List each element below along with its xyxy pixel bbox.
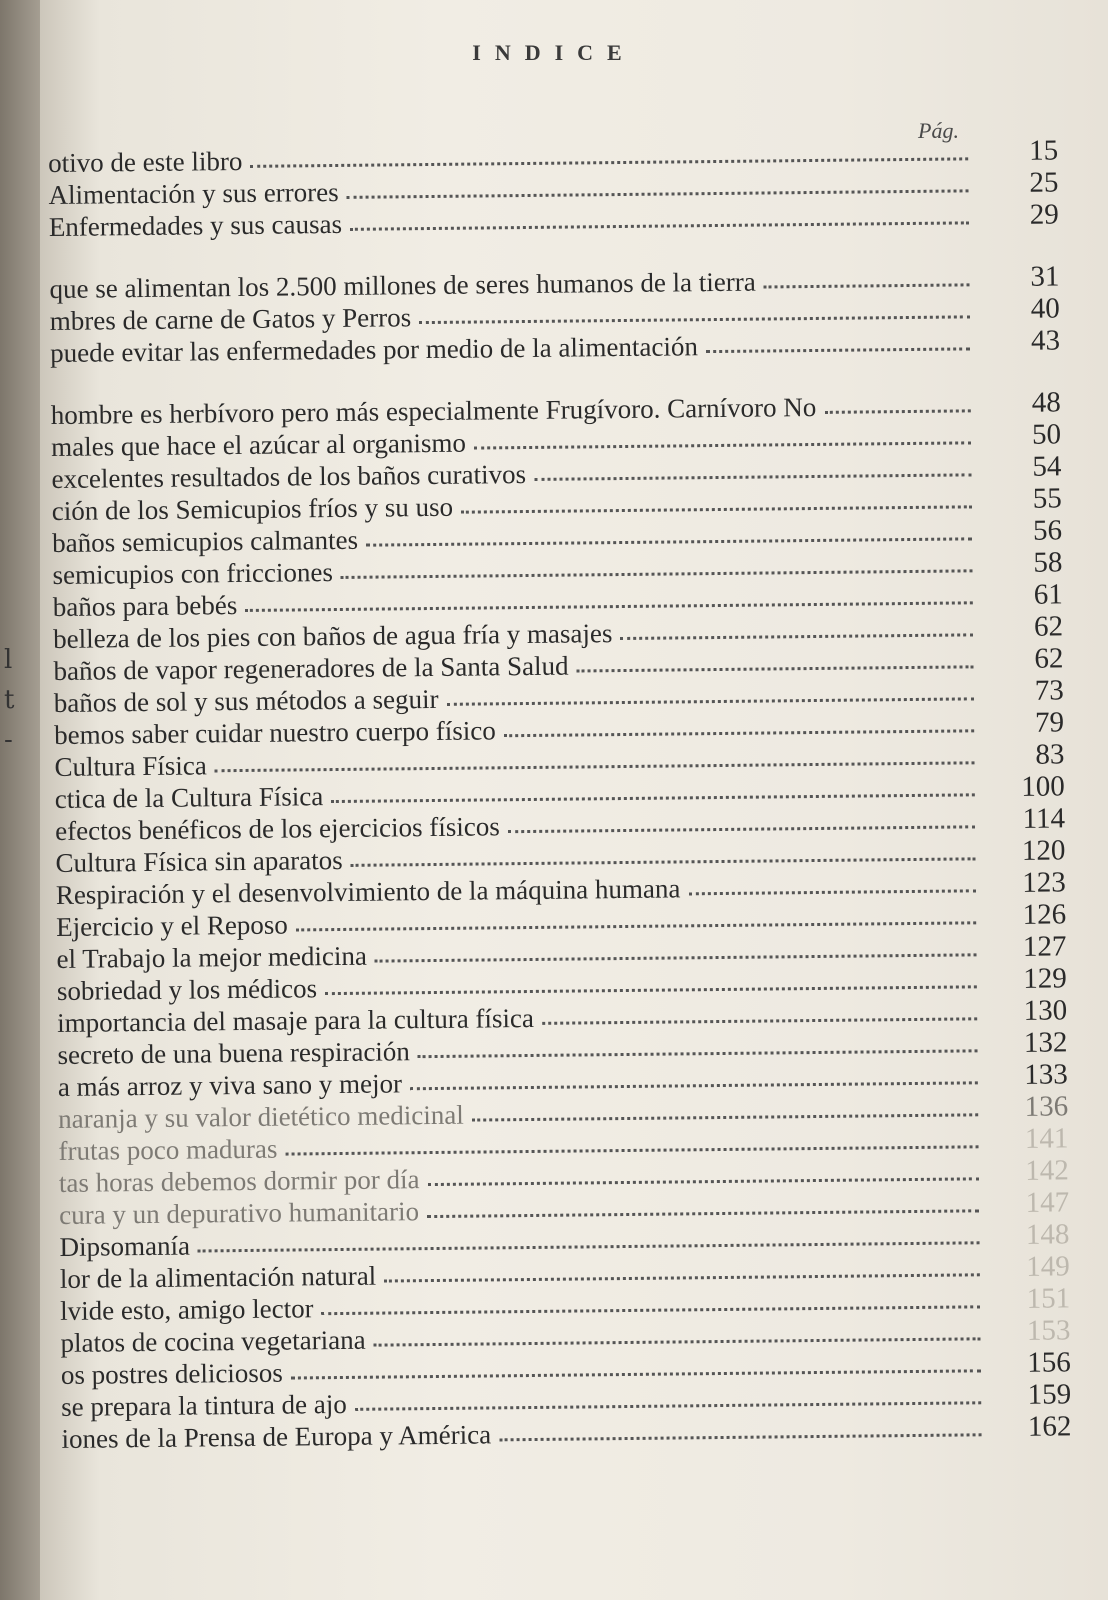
leader-dots [447,693,974,706]
toc-page-number: 129 [1023,962,1067,995]
binding-shadow [0,0,40,1600]
toc-page-number: 132 [1023,1026,1068,1059]
leader-dots [215,757,975,772]
leader-dots [384,1269,980,1282]
toc-entry-title: a más arroz y viva sano y mejor [57,1068,403,1102]
toc-entry-title: Respiración y el desenvolvimiento de la máquina humana [55,873,681,910]
toc-page-number: 151 [1026,1282,1071,1315]
leader-dots [474,437,971,449]
leader-dots [577,661,974,672]
leader-dots [764,279,970,288]
toc-page-number: 62 [1034,642,1064,675]
edge-mark: t [4,685,15,715]
leader-dots [245,597,973,612]
toc-page-number: 133 [1024,1058,1068,1091]
toc-page-number: 54 [1032,450,1062,483]
toc-entry-title: lor de la alimentación natural [59,1260,377,1294]
page-title: INDICE [472,40,636,65]
toc-page-number: 43 [1030,324,1061,357]
toc-entry-title: frutas poco maduras [58,1133,278,1166]
toc-entry-title: ctica de la Cultura Física [54,781,324,814]
leader-dots [461,501,972,513]
toc-entry-title: hombre es herbívoro pero más especialmente Frugívoro. Carnívoro No [50,391,817,430]
leader-dots [331,789,975,803]
toc-entry-title: bemos saber cuidar nuestro cuerpo físico [54,715,496,750]
toc-page-number: 56 [1032,514,1063,547]
toc-page-number: 55 [1032,482,1062,515]
leader-dots [351,853,976,867]
leader-dots [427,1205,979,1218]
toc-page-number: 126 [1022,898,1067,931]
leader-dots [296,917,976,931]
toc-entry-title: Alimentación y sus errores [48,176,339,210]
toc-entry-title: cura y un depurativo humanitario [59,1196,420,1230]
toc-page-number: 136 [1024,1090,1069,1123]
toc-entry-title: Ejercicio y el Reposo [56,909,289,942]
leader-dots [534,469,971,481]
toc-page-number: 15 [1028,134,1059,167]
toc-entry-title: lvide esto, amigo lector [60,1293,314,1326]
toc-page-number: 156 [1027,1346,1071,1379]
toc-page-number: 114 [1022,802,1066,835]
toc-entry-title: baños semicupios calmantes [52,524,359,558]
leader-dots [374,1333,981,1346]
toc-page-number: 153 [1026,1314,1071,1347]
toc-entry-title: que se alimentan los 2.500 millones de seres humanos de la tierra [49,266,756,304]
leader-dots [620,629,973,640]
leader-dots [419,311,970,324]
table-of-contents [48,135,1072,1454]
leader-dots [355,1397,981,1411]
toc-page-number: 141 [1024,1122,1069,1155]
toc-entry-title: mbres de carne de Gatos y Perros [49,302,412,336]
toc-entry-title: males que hace el azúcar al organismo [50,427,467,462]
toc-page-number: 147 [1025,1186,1070,1219]
toc-page-number: 29 [1029,198,1059,231]
edge-mark: l [4,645,13,675]
left-edge-marks [4,640,34,760]
leader-dots [375,949,977,962]
toc-entry-title: semicupios con fricciones [52,557,334,590]
toc-entry-title: iones de la Prensa de Europa y América [61,1419,492,1454]
toc-entry-title: importancia del masaje para la cultura física [57,1002,535,1038]
toc-entry-title: efectos benéficos de los ejercicios físicos [55,811,500,846]
toc-entry-title: Enfermedades y sus causas [48,208,343,242]
page-column-label: Pág. [918,118,959,143]
toc-entry-title: tas horas debemos dormir por día [58,1164,420,1198]
toc-entry-title: sobriedad y los médicos [56,973,318,1006]
leader-dots [508,821,975,833]
toc-page-number: 58 [1033,546,1063,579]
toc-page-number: 48 [1031,386,1061,419]
leader-dots [542,1013,977,1025]
toc-page-number: 100 [1021,770,1065,803]
toc-page-number: 159 [1027,1378,1072,1411]
toc-page-number: 123 [1022,866,1066,899]
toc-entry-title: ción de los Semicupios fríos y su uso [51,491,454,526]
toc-entry-title: baños de vapor regeneradores de la Santa Salud [53,650,569,686]
toc-entry-title: belleza de los pies con baños de agua fría y masajes [53,618,613,654]
leader-dots [428,1173,979,1186]
toc-page-number: 149 [1026,1250,1070,1283]
leader-dots [350,217,969,230]
toc-page-number: 25 [1029,166,1059,199]
toc-page-number: 50 [1031,418,1062,451]
leader-dots [504,725,974,737]
toc-entry-title: secreto de una buena respiración [57,1036,411,1070]
toc-page-number: 127 [1022,930,1067,963]
leader-dots [285,1141,978,1155]
toc-page-number: 61 [1033,578,1063,611]
leader-dots [341,565,973,579]
toc-page-number: 79 [1034,706,1065,739]
leader-dots [250,153,968,168]
toc-entry-title: puede evitar las enfermedades por medio de la alimentación [50,331,699,368]
leader-dots [347,185,969,199]
leader-dots [824,405,971,414]
leader-dots [366,533,972,546]
toc-entry-title: platos de cocina vegetariana [60,1324,366,1358]
toc-entry-title: Cultura Física sin aparatos [55,844,343,878]
toc-page-number: 162 [1027,1410,1072,1443]
leader-dots [472,1109,978,1121]
leader-dots [410,1077,978,1090]
leader-dots [198,1237,980,1252]
toc-page-number: 62 [1033,610,1064,643]
toc-entry-title: baños de sol y sus métodos a seguir [53,683,439,718]
toc-entry-title: el Trabajo la mejor medicina [56,940,368,974]
toc-entry-title: Cultura Física [54,750,207,782]
toc-entry-title: os postres deliciosos [60,1357,284,1390]
leader-dots [322,1301,981,1315]
toc-row [49,231,1060,304]
toc-entry-title: otivo de este libro [48,145,243,178]
leader-dots [418,1045,978,1058]
toc-entry-title: naranja y su valor dietético medicinal [58,1099,464,1134]
toc-entry-title: excelentes resultados de los baños curativos [51,459,527,494]
leader-dots [688,885,975,895]
toc-page-number: 148 [1025,1218,1070,1251]
toc-page-number: 120 [1021,834,1066,867]
toc-page-number: 130 [1023,994,1068,1027]
toc-page-number: 142 [1025,1154,1069,1187]
toc-page-number: 31 [1030,260,1060,293]
leader-dots [706,343,970,353]
leader-dots [291,1365,981,1379]
toc-page-number: 40 [1030,292,1060,325]
leader-dots [499,1429,981,1441]
edge-mark: - [4,725,13,755]
leader-dots [325,981,977,995]
toc-row [50,357,1061,430]
toc-page-number: 73 [1034,674,1064,707]
toc-entry-title: baños para bebés [52,590,238,622]
toc-entry-title: Dipsomanía [59,1230,191,1262]
toc-page-number: 83 [1035,738,1065,771]
toc-entry-title: se prepara la tintura de ajo [61,1388,347,1422]
